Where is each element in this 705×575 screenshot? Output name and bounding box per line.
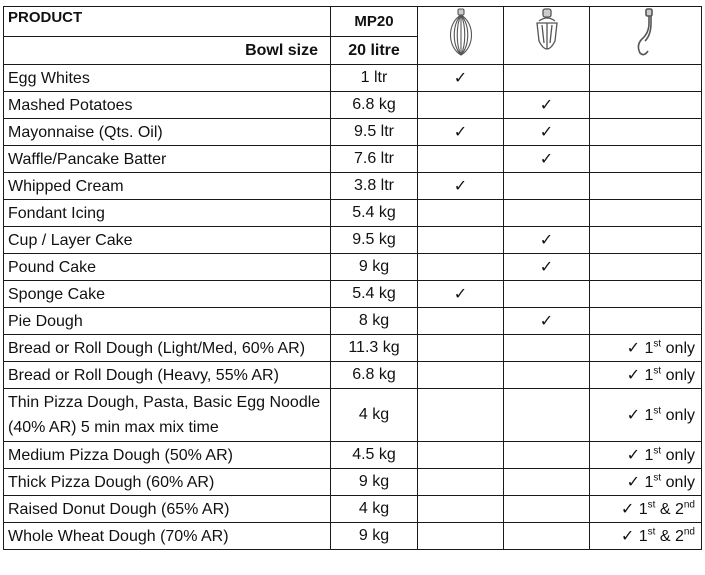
capacity-value: 4.5 kg [331,442,418,469]
hook-speed: ✓ 1st only [590,335,702,362]
header-row [4,7,702,37]
product-name: Mayonnaise (Qts. Oil) [4,119,331,146]
hook-speed: ✓ 1st only [590,442,702,469]
hook-speed: ✓ 1st & 2nd [590,496,702,523]
capacity-value: 8 kg [331,308,418,335]
table-row [4,65,702,92]
hook-speed [590,119,702,146]
capacity-value: 1 ltr [331,65,418,92]
product-name: Egg Whites [4,65,331,92]
whisk-check [418,523,504,550]
product-name: Cup / Layer Cake [4,227,331,254]
beater-check [504,496,590,523]
table-row [4,496,702,523]
beater-check [504,469,590,496]
product-name: Waffle/Pancake Batter [4,146,331,173]
beater-check: ✓ [504,227,590,254]
beater-check: ✓ [504,146,590,173]
capacity-value: 6.8 kg [331,92,418,119]
hook-speed [590,308,702,335]
ordinal-suffix: st [653,365,662,377]
product-name: Sponge Cake [4,281,331,308]
table-row [4,335,702,362]
whisk-check: ✓ [418,281,504,308]
hook-speed: ✓ 1st & 2nd [590,523,702,550]
whisk-check: ✓ [418,65,504,92]
hook-speed: ✓ 1st only [590,362,702,389]
product-name: Mashed Potatoes [4,92,331,119]
whisk-check [418,254,504,281]
capacity-value: 6.8 kg [331,362,418,389]
bowl-size-value: 20 litre [331,37,418,65]
whisk-check: ✓ [418,173,504,200]
ordinal-suffix: st [653,445,662,457]
beater-check [504,200,590,227]
beater-check [504,65,590,92]
ordinal-suffix: st [653,405,662,417]
table-row [4,92,702,119]
table-row [4,227,702,254]
hook-speed [590,92,702,119]
beater-check [504,389,590,442]
hook-header [590,7,702,65]
capacity-value: 11.3 kg [331,335,418,362]
mixer-capacity-table [3,6,702,550]
product-name: Whipped Cream [4,173,331,200]
whisk-check [418,335,504,362]
hook-speed [590,254,702,281]
dough-hook-icon [626,7,666,59]
capacity-value: 7.6 ltr [331,146,418,173]
beater-check [504,335,590,362]
product-name: Fondant Icing [4,200,331,227]
capacity-value: 4 kg [331,389,418,442]
whisk-check: ✓ [418,119,504,146]
capacity-value: 9 kg [331,523,418,550]
capacity-value: 5.4 kg [331,200,418,227]
product-name: Thin Pizza Dough, Pasta, Basic Egg Noodle (40% AR) 5 min max mix time [4,389,331,442]
table-row [4,254,702,281]
table-row [4,146,702,173]
ordinal-suffix: st [653,338,662,350]
ordinal-suffix: st [647,526,656,538]
table-row [4,442,702,469]
whisk-check [418,469,504,496]
beater-check [504,173,590,200]
table-row [4,389,702,442]
ordinal-suffix: st [653,472,662,484]
capacity-value: 4 kg [331,496,418,523]
beater-check [504,362,590,389]
hook-speed [590,281,702,308]
capacity-value: 9.5 kg [331,227,418,254]
capacity-value: 9 kg [331,469,418,496]
hook-speed [590,173,702,200]
model-header: MP20 [331,7,418,37]
capacity-value: 3.8 ltr [331,173,418,200]
table-row [4,281,702,308]
hook-speed: ✓ 1st only [590,389,702,442]
whisk-check [418,362,504,389]
hook-speed [590,65,702,92]
capacity-value: 5.4 kg [331,281,418,308]
table-row [4,173,702,200]
whisk-check [418,92,504,119]
table-row [4,523,702,550]
beater-check [504,442,590,469]
whisk-check [418,496,504,523]
table-row [4,119,702,146]
whisk-check [418,200,504,227]
beater-check [504,281,590,308]
hook-speed [590,227,702,254]
ordinal-suffix: nd [683,526,695,538]
beater-check [504,523,590,550]
product-name: Pie Dough [4,308,331,335]
capacity-value: 9 kg [331,254,418,281]
product-header: PRODUCT [4,7,331,37]
table-row [4,469,702,496]
capacity-value: 9.5 ltr [331,119,418,146]
whisk-check [418,227,504,254]
beater-check: ✓ [504,92,590,119]
product-name: Medium Pizza Dough (50% AR) [4,442,331,469]
product-name: Bread or Roll Dough (Heavy, 55% AR) [4,362,331,389]
beater-check: ✓ [504,254,590,281]
table-row [4,308,702,335]
ordinal-suffix: nd [683,499,695,511]
hook-speed [590,200,702,227]
beater-check: ✓ [504,308,590,335]
whisk-header [418,7,504,65]
flat-beater-icon [527,7,567,59]
whisk-icon [441,7,481,59]
whisk-check [418,146,504,173]
table-row [4,362,702,389]
product-name: Thick Pizza Dough (60% AR) [4,469,331,496]
whisk-check [418,308,504,335]
hook-speed [590,146,702,173]
product-name: Bread or Roll Dough (Light/Med, 60% AR) [4,335,331,362]
beater-header [504,7,590,65]
hook-speed: ✓ 1st only [590,469,702,496]
ordinal-suffix: st [647,499,656,511]
product-name: Raised Donut Dough (65% AR) [4,496,331,523]
product-name: Whole Wheat Dough (70% AR) [4,523,331,550]
beater-check: ✓ [504,119,590,146]
bowl-size-label: Bowl size [4,37,331,65]
whisk-check [418,442,504,469]
table-row [4,200,702,227]
whisk-check [418,389,504,442]
product-name: Pound Cake [4,254,331,281]
